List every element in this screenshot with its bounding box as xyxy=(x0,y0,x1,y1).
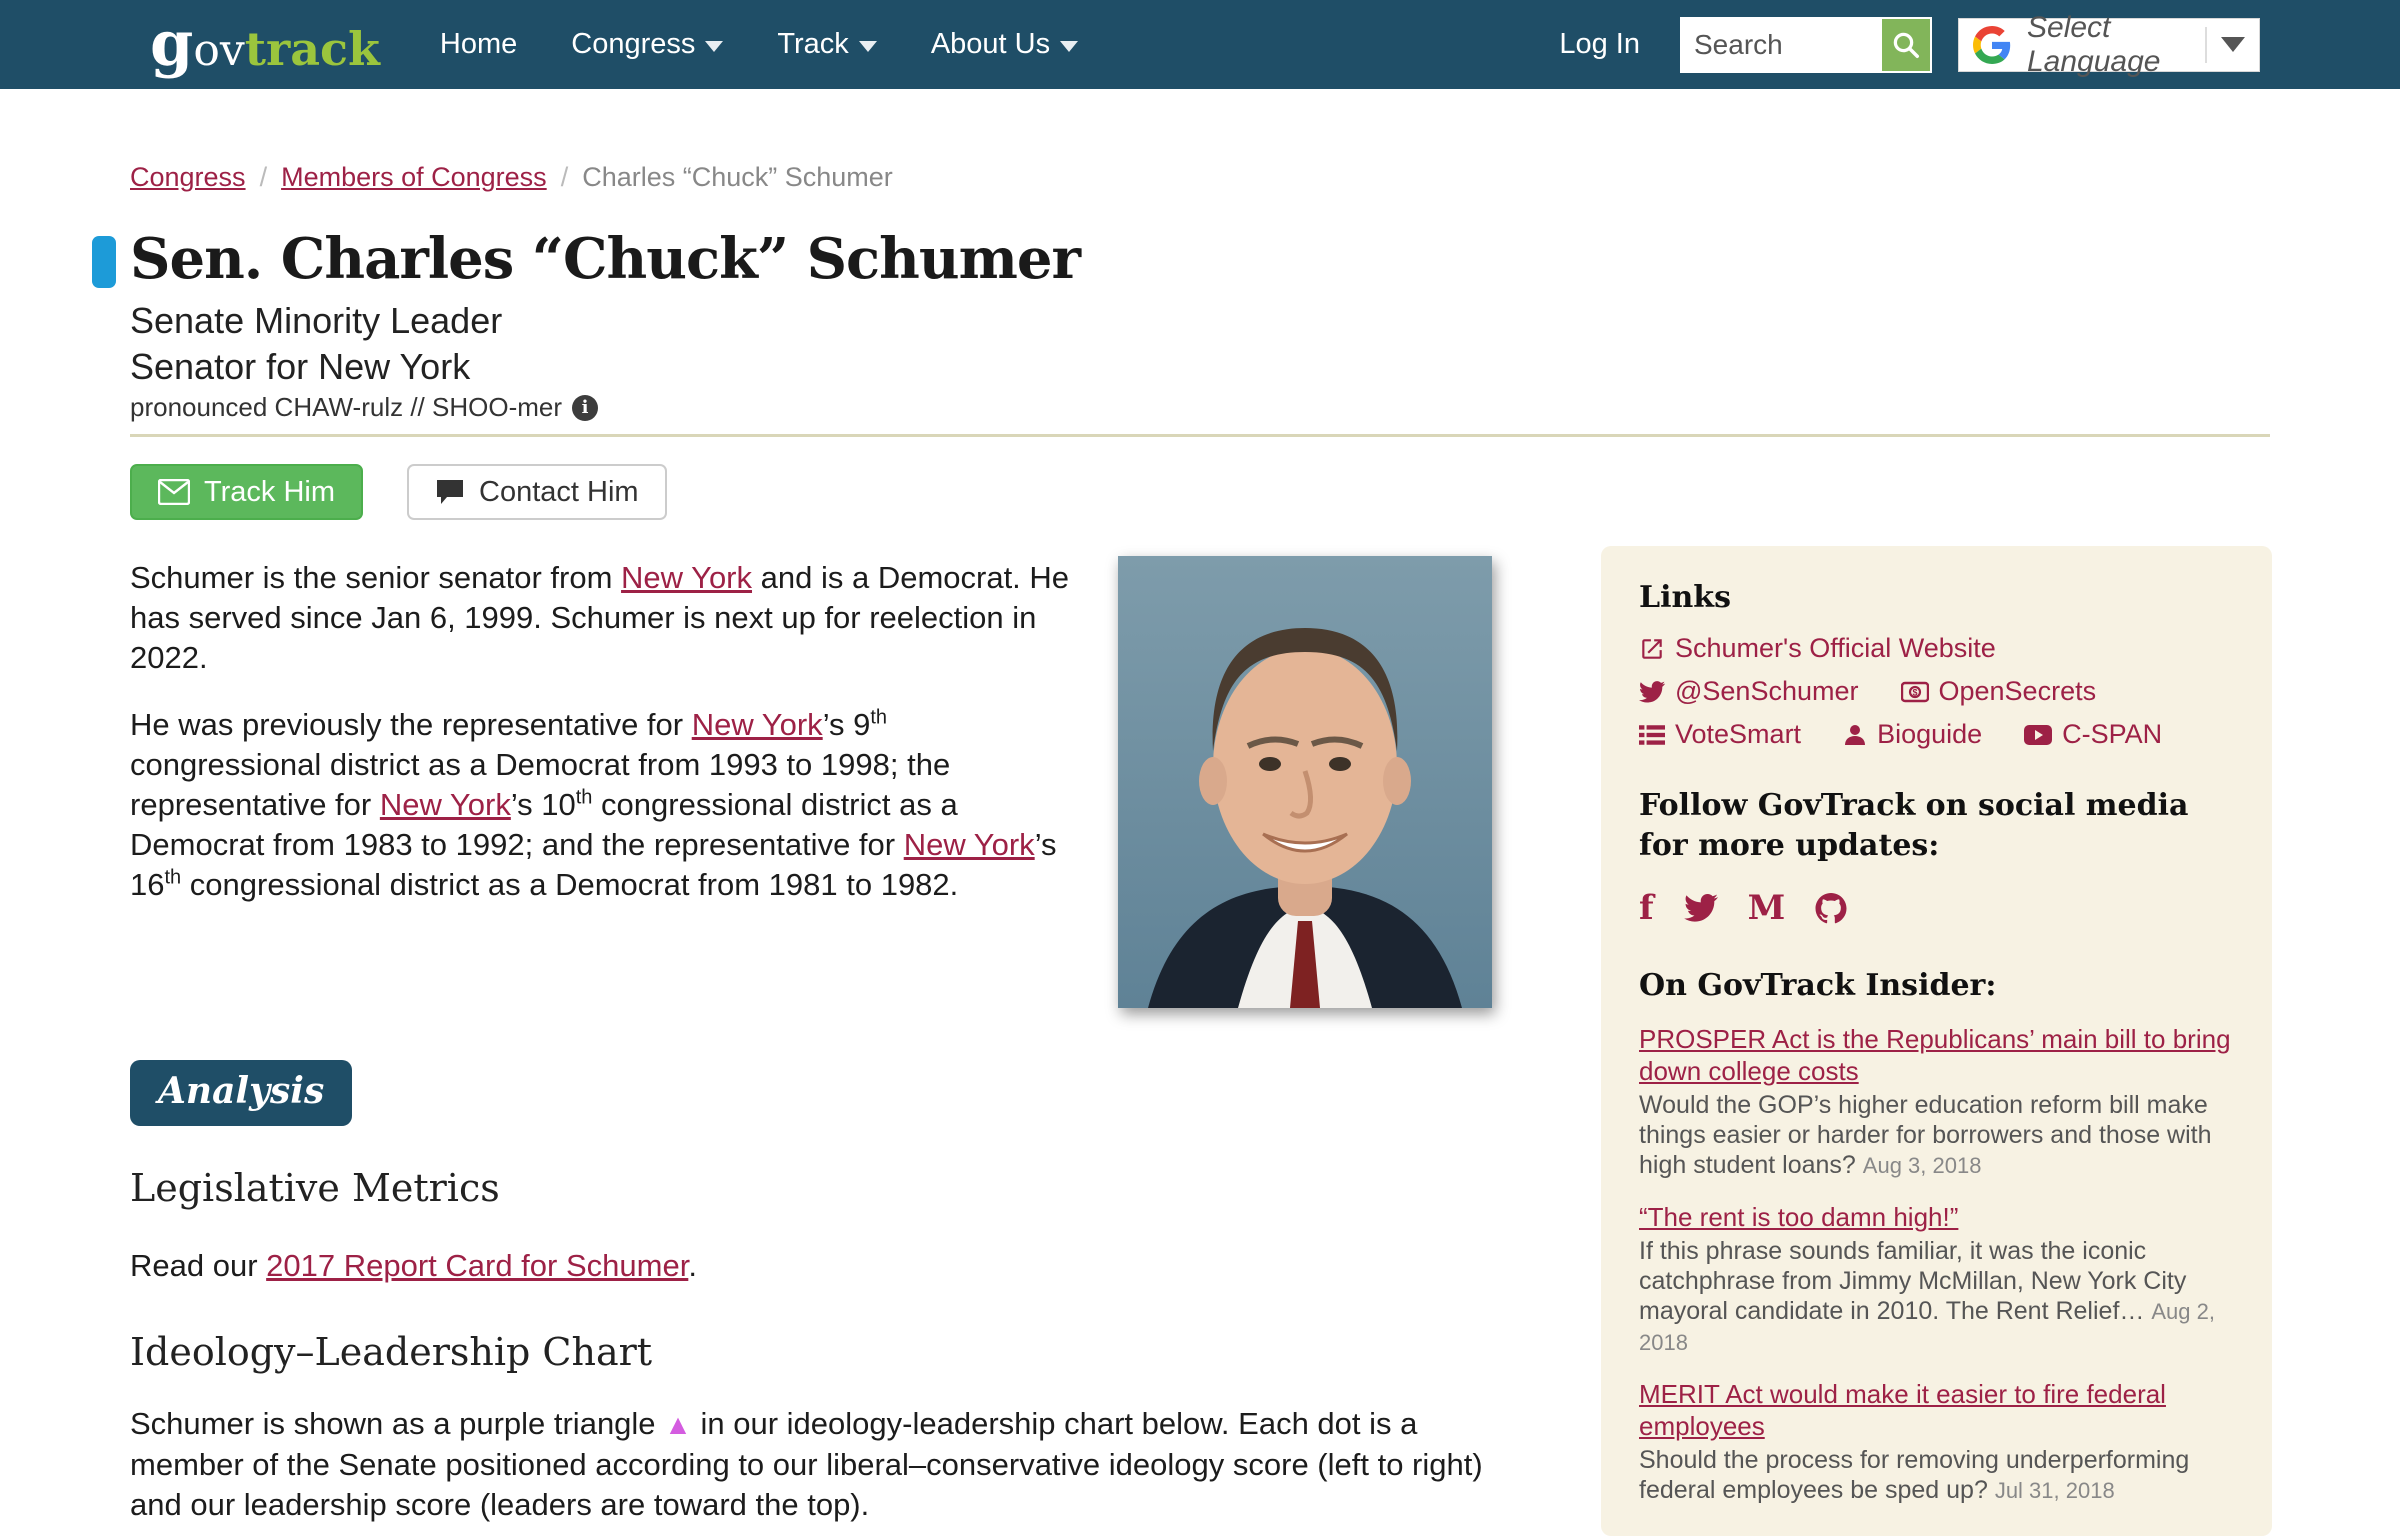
ideology-paragraph: Schumer is shown as a purple triangle ▲ in our ideology-leadership chart below. Each dot is a member of the Senate positioned according to our liberal–conservative ideology score (left to right) and our leadership score (leaders are toward the top). xyxy=(130,1406,1483,1522)
insider-item xyxy=(1639,1378,2234,1506)
purple-triangle-marker: ▲ xyxy=(664,1409,692,1440)
inline-link[interactable]: New York xyxy=(903,827,1035,862)
links-sidebar xyxy=(1601,546,2272,1536)
inline-link[interactable]: New York xyxy=(621,560,753,595)
bio-paragraph-2: He was previously the representative for New York’s 9th congressional district as a Democrat from 1993 to 1998; the representative for New York’s 10th congressional district as a Democrat from 1983 to 1992; and the representative for New York’s 16th congressional district as a Democrat from 1981 to 1982. xyxy=(130,706,1057,902)
links-heading: Links xyxy=(1639,580,1731,615)
senator-photo xyxy=(1118,556,1492,1008)
logo-track: track xyxy=(244,22,380,76)
insider-title-link[interactable]: “The rent is too damn high!” xyxy=(1639,1202,1959,1232)
select-language-label: Select Language xyxy=(2027,10,2161,78)
insider-desc: Would the GOP’s higher education reform bill make things easier or harder for borrowers and those with high student loans? xyxy=(1639,1091,2212,1179)
logo-g: g xyxy=(150,7,194,80)
info-icon[interactable]: i xyxy=(572,395,598,421)
bioguide-link[interactable]: Bioguide xyxy=(1843,719,1982,750)
insider-date: Jul 31, 2018 xyxy=(1994,1478,2115,1503)
inline-link[interactable]: New York xyxy=(691,707,823,742)
social-icons xyxy=(1639,888,2234,928)
breadcrumb-congress[interactable]: Congress xyxy=(130,162,246,192)
list-icon xyxy=(1639,724,1665,746)
nav-about-us[interactable]: About Us xyxy=(931,28,1078,61)
insider-date: Aug 2, 2018 xyxy=(1639,1299,2215,1355)
nav-track[interactable]: Track xyxy=(777,28,876,61)
report-card-line: Read our 2017 Report Card for Schumer. xyxy=(130,1248,697,1283)
google-translate-widget[interactable] xyxy=(1958,10,2260,78)
insider-item xyxy=(1639,1023,2234,1181)
search-icon xyxy=(1891,30,1921,60)
pronunciation: pronounced CHAW-rulz // SHOO-mer i xyxy=(130,392,598,423)
main-nav xyxy=(440,28,1078,61)
official-website-link[interactable]: Schumer's Official Website xyxy=(1639,633,1996,664)
bio-paragraph-1: Schumer is the senior senator from New York and is a Democrat. He has served since Jan 6, 1999. Schumer is next up for reelection in 2022. xyxy=(130,560,1070,675)
analysis-badge: Analysis xyxy=(130,1060,352,1126)
twitter-handle-link[interactable]: @SenSchumer xyxy=(1639,676,1859,707)
top-navbar xyxy=(0,0,2400,89)
inline-link[interactable]: 2017 Report Card for Schumer xyxy=(266,1248,689,1283)
external-links xyxy=(1639,633,2239,750)
search-box xyxy=(1680,17,1932,73)
inline-link[interactable]: New York xyxy=(379,787,511,822)
caret-down-icon xyxy=(859,41,877,52)
twitter-icon xyxy=(1639,681,1665,703)
external-link-icon xyxy=(1639,636,1665,662)
nav-home[interactable]: Home xyxy=(439,28,518,60)
track-him-button[interactable]: Track Him xyxy=(130,464,363,520)
govtrack-logo[interactable] xyxy=(150,7,380,80)
caret-down-icon xyxy=(2221,37,2245,52)
contact-him-button[interactable]: Contact Him xyxy=(407,464,667,520)
github-icon[interactable] xyxy=(1815,893,1847,924)
speech-bubble-icon xyxy=(435,478,465,506)
insider-date: Aug 3, 2018 xyxy=(1862,1153,1982,1178)
twitter-icon[interactable] xyxy=(1684,894,1718,922)
breadcrumb: Congress / Members of Congress / Charles “Chuck” Schumer xyxy=(130,162,893,192)
search-input[interactable] xyxy=(1682,19,1880,71)
cspan-link[interactable]: C-SPAN xyxy=(2024,719,2162,750)
insider-desc: If this phrase sounds familiar, it was the iconic catchphrase from Jimmy McMillan, New York City mayoral candidate in 2010. The Rent Relief… xyxy=(1639,1237,2187,1325)
google-logo xyxy=(1973,26,2011,64)
log-in-link[interactable]: Log In xyxy=(1559,28,1640,60)
envelope-icon xyxy=(158,479,190,505)
insider-heading: On GovTrack Insider: xyxy=(1639,968,1997,1003)
caret-down-icon xyxy=(1060,41,1078,52)
insider-title-link[interactable]: PROSPER Act is the Republicans’ main bill to bring down college costs xyxy=(1639,1024,2231,1086)
action-buttons xyxy=(130,464,667,520)
opensecrets-link[interactable]: $ OpenSecrets xyxy=(1901,676,2097,707)
section-divider xyxy=(130,434,2270,437)
search-button[interactable] xyxy=(1880,19,1930,71)
facebook-icon[interactable]: f xyxy=(1639,888,1654,928)
breadcrumb-members[interactable]: Members of Congress xyxy=(281,162,547,192)
play-icon xyxy=(2024,724,2052,746)
header-right xyxy=(1559,10,2260,78)
bio-text xyxy=(130,558,1075,905)
nav-congress[interactable]: Congress xyxy=(571,28,723,61)
medium-icon[interactable]: M xyxy=(1747,888,1786,928)
legislative-metrics-heading: Legislative Metrics xyxy=(130,1166,500,1210)
insider-desc: Should the process for removing underperforming federal employees be sped up? xyxy=(1639,1446,2190,1504)
role-senator: Senator for New York xyxy=(130,346,471,387)
money-icon xyxy=(1901,681,1929,703)
breadcrumb-current: Charles “Chuck” Schumer xyxy=(582,162,893,192)
votesmart-link[interactable]: VoteSmart xyxy=(1639,719,1801,750)
divider xyxy=(2205,27,2207,63)
page-title: Sen. Charles “Chuck” Schumer xyxy=(130,226,1080,292)
user-icon xyxy=(1843,723,1867,747)
ideology-chart-heading: Ideology–Leadership Chart xyxy=(130,1330,653,1374)
caret-down-icon xyxy=(705,41,723,52)
logo-ov: ov xyxy=(193,25,245,76)
insider-title-link[interactable]: MERIT Act would make it easier to fire federal employees xyxy=(1639,1379,2166,1441)
follow-heading: Follow GovTrack on social media for more updates: xyxy=(1639,788,2189,863)
insider-item xyxy=(1639,1201,2234,1358)
party-color-marker xyxy=(92,236,116,288)
role-leader: Senate Minority Leader xyxy=(130,300,503,341)
svg-text:$: $ xyxy=(1911,687,1918,697)
